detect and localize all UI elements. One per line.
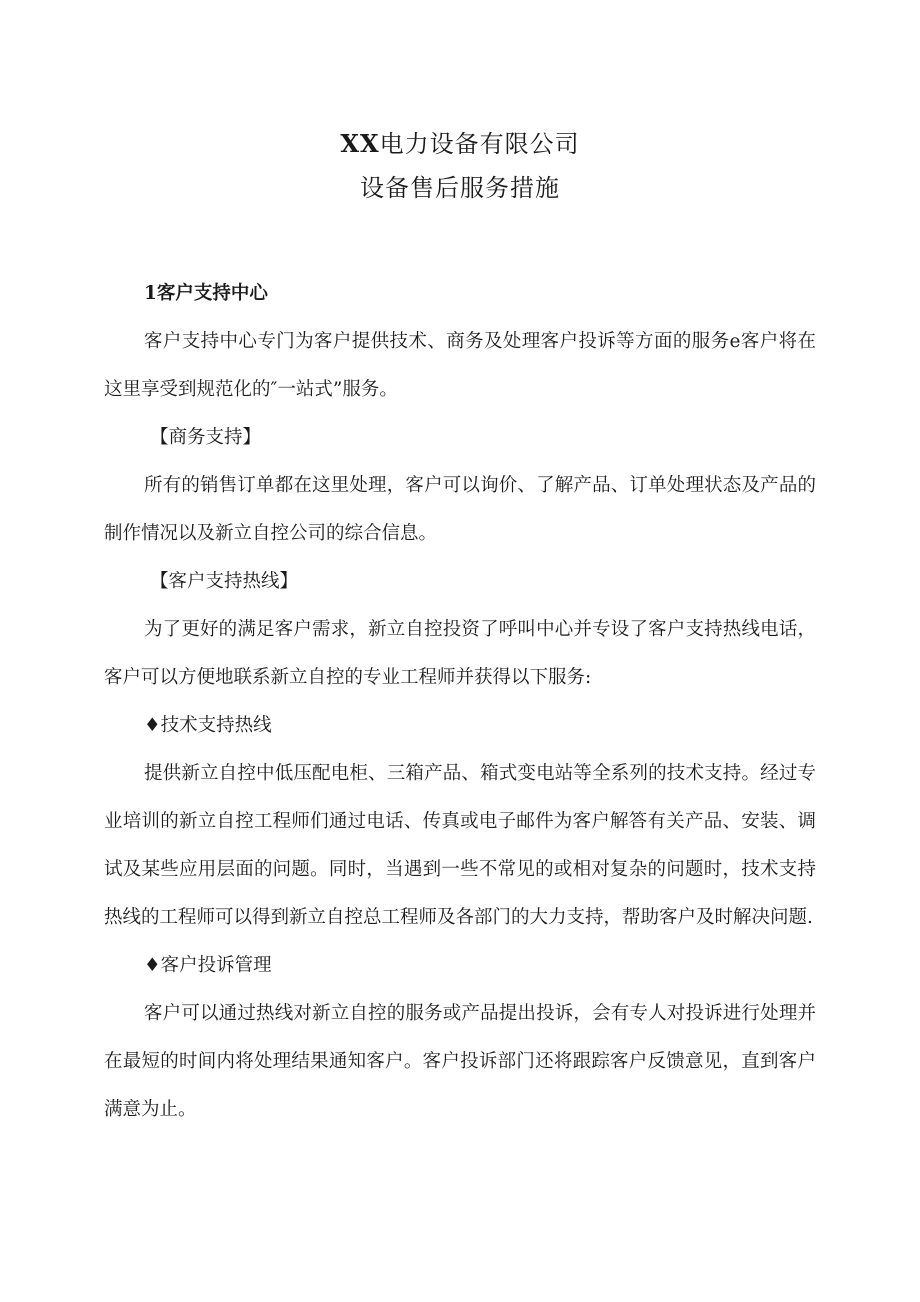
intro-paragraph: 客户支持中心专门为客户提供技术、商务及处理客户投诉等方面的服务e客户将在这里享受到规范化的″一站式”服务。 [104, 331, 816, 400]
title-main: 电力设备有限公司 [379, 130, 580, 158]
complaint-bullet: ♦客户投诉管理 [144, 955, 272, 976]
hotline-paragraph: 为了更好的满足客户需求，新立自控投资了呼叫中心并专设了客户支持热线电话，客户可以方便地联系新立自控的专业工程师并获得以下服务: [104, 619, 816, 688]
business-support-paragraph: 所有的销售订单都在这里处理，客户可以询价、了解产品、订单处理状态及产品的制作情况以及新立自控公司的综合信息。 [104, 475, 816, 544]
document-body [104, 270, 816, 1134]
title-prefix: XX [340, 129, 380, 158]
document-title [0, 122, 920, 166]
section-heading-1: 1客户支持中心 [144, 283, 268, 304]
hotline-label: 【客户支持热线】 [150, 571, 299, 592]
title-block [0, 122, 920, 210]
tech-support-bullet: ♦技术支持热线 [144, 715, 272, 736]
business-support-label: 【商务支持】 [150, 427, 262, 448]
document-subtitle: 设备售后服务措施 [360, 174, 560, 202]
tech-support-paragraph: 提供新立自控中低压配电柜、三箱产品、箱式变电站等全系列的技术支持。经过专业培训的新立自控工程师们通过电话、传真或电子邮件为客户解答有关产品、安装、调试及某些应用层面的问题。同时，当遇到一些不常见的或相对复杂的问题时，技术支持热线的工程师可以得到新立自控总工程师及各部门的大力支持，帮助客户及时解决问题. [104, 763, 816, 928]
complaint-paragraph: 客户可以通过热线对新立自控的服务或产品提出投诉，会有专人对投诉进行处理并在最短的时间内将处理结果通知客户。客户投诉部门还将跟踪客户反馈意见，直到客户满意为止。 [104, 1003, 816, 1120]
